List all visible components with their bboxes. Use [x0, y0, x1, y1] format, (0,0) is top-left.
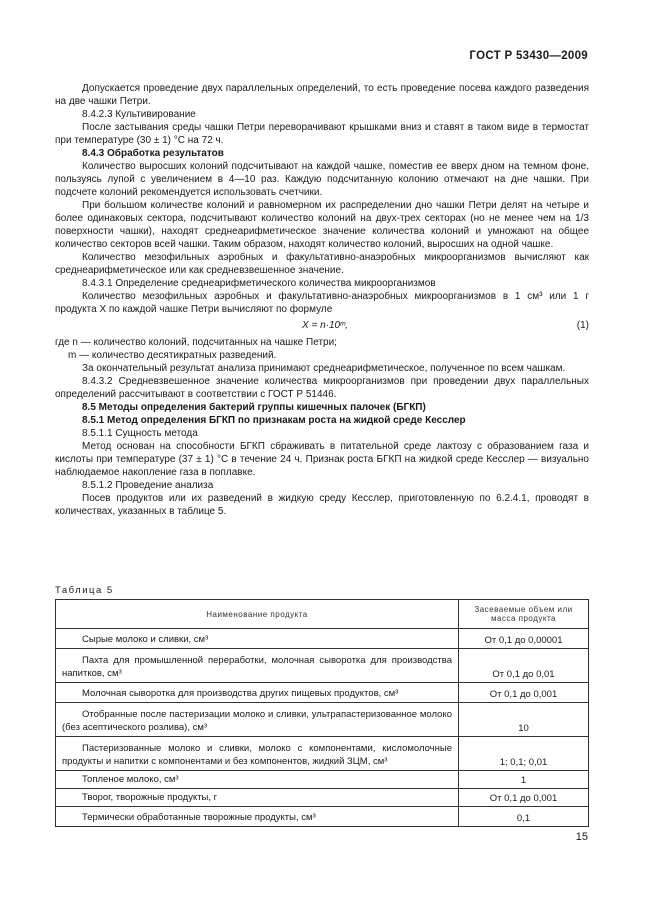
- product-name: Пастеризованные молоко и сливки, молоко с компонентами, кисломолочные продукты и напитки с компонентами и без компонентов, жидкий ЗЦМ, см³: [62, 743, 452, 767]
- table-row: [56, 807, 589, 827]
- column-header-product: Наименование продукта: [56, 600, 459, 629]
- section-heading: 8.5 Методы определения бактерий группы кишечных палочек (БГКП): [82, 402, 426, 413]
- table-caption: Таблица 5: [55, 585, 114, 596]
- formula-number: (1): [576, 320, 589, 331]
- page-number: 15: [575, 831, 588, 843]
- product-name: Творог, творожные продукты, г: [82, 792, 218, 803]
- paragraph: За окончательный результат анализа принимают среднеарифметическое, полученное по всем чашкам.: [82, 363, 566, 374]
- subsection-heading: 8.4.3.1 Определение среднеарифметического количества микроорганизмов: [82, 278, 436, 289]
- paragraph: Количество выросших колоний подсчитывают на каждой чашке, поместив ее вверх дном на темном фоне, пользуясь лупой с увеличением в 4—10 раз. Каждую подсчитанную колонию отмечают на дне чашки. При подсчете колоний рекомендуется использовать счетчики.: [55, 161, 589, 198]
- table-header-row: [56, 600, 589, 629]
- product-volume: От 0,1 до 0,00001: [459, 629, 589, 649]
- product-volume: 0,1: [459, 807, 589, 827]
- table-row: [56, 703, 589, 737]
- table-row: [56, 629, 589, 649]
- paragraph: Метод основан на способности БГКП сбраживать в питательной среде лактозу с образованием газа и кислоты при температуре (37 ± 1) °С в течение 24 ч. Признак роста БГКП на жидкой среде Кесслер — визуально наблюдаемое накопление газа в поплавке.: [55, 441, 589, 478]
- table-row: [56, 771, 589, 789]
- product-volume: От 0,1 до 0,001: [459, 683, 589, 703]
- subsection-heading: 8.5.1.2 Проведение анализа: [82, 480, 214, 491]
- subsection-heading: 8.5.1.1 Сущность метода: [82, 428, 198, 439]
- product-name-cell: [56, 789, 459, 807]
- product-name: Сырые молоко и сливки, см³: [82, 634, 209, 645]
- product-volume: 10: [459, 703, 589, 737]
- formula-line: [55, 316, 589, 336]
- product-volume: От 0,1 до 0,001: [459, 789, 589, 807]
- product-name: Отобранные после пастеризации молоко и сливки, ультрапастеризованное молоко (без асептического розлива), см³: [62, 709, 452, 733]
- product-volume: От 0,1 до 0,01: [459, 649, 589, 683]
- paragraph: После застывания среды чашки Петри переворачивают крышками вниз и ставят в таком виде в термостат при температуре (30 ± 1) °С на 72 ч.: [55, 122, 589, 146]
- document-header: ГОСТ Р 53430—2009: [469, 50, 588, 62]
- paragraph: Посев продуктов или их разведений в жидкую среду Кесслер, приготовленную по 6.2.4.1, проводят в количествах, указанных в таблице 5.: [55, 493, 589, 517]
- product-name: Пахта для промышленной переработки, молочная сыворотка для производства напитков, см³: [62, 655, 452, 679]
- paragraph: Допускается проведение двух параллельных определений, то есть проведение посева каждого разведения на две чашки Петри.: [55, 83, 589, 107]
- table-row: [56, 737, 589, 771]
- paragraph: Количество мезофильных аэробных и факультативно-анаэробных микроорганизмов вычисляют как среднеарифметическое или как средневзвешенное значение.: [55, 252, 589, 276]
- product-name: Топленое молоко, см³: [82, 774, 179, 785]
- product-name: Молочная сыворотка для производства других пищевых продуктов, см³: [82, 688, 399, 699]
- products-table: [55, 599, 589, 827]
- product-name-cell: [56, 629, 459, 649]
- table-body: [56, 629, 589, 827]
- product-name-cell: [56, 807, 459, 827]
- paragraph: При большом количестве колоний и равномерном их распределении дно чашки Петри делят на четыре и более одинаковых сектора, подсчитывают количество колоний на двух-трех секторах (но не менее чем на 1/3 поверхности чашки), находят среднеарифметическое значение количества колоний и умножают на общее количество секторов всей чашки. Таким образом, находят количество колоний, выросших на одной чашке.: [55, 200, 589, 250]
- section-heading: 8.5.1 Метод определения БГКП по признакам роста на жидкой среде Кесслер: [82, 415, 466, 426]
- product-name-cell: [56, 683, 459, 703]
- product-volume: 1: [459, 771, 589, 789]
- legend-line: m — количество десятикратных разведений.: [68, 350, 277, 361]
- document-body: [55, 82, 589, 518]
- paragraph: 8.4.3.2 Средневзвешенное значение количества микроорганизмов при проведении двух параллельных определений рассчитывают в соответствии с ГОСТ Р 51446.: [55, 376, 589, 400]
- product-volume: 1; 0,1; 0,01: [459, 737, 589, 771]
- column-header-volume: Засеваемые объем или масса продукта: [459, 600, 589, 629]
- table-row: [56, 683, 589, 703]
- product-name-cell: [56, 771, 459, 789]
- section-heading: 8.4.3 Обработка результатов: [82, 148, 224, 159]
- product-name-cell: [56, 737, 459, 771]
- paragraph: Количество мезофильных аэробных и факультативно-анаэробных микроорганизмов в 1 см³ или 1 г продукта X по каждой чашке Петри вычисляют по формуле: [55, 291, 589, 315]
- legend-line: где n — количество колоний, подсчитанных на чашке Петри;: [55, 337, 337, 348]
- product-name-cell: [56, 703, 459, 737]
- product-name: Термически обработанные творожные продукты, см³: [82, 812, 316, 823]
- table-row: [56, 649, 589, 683]
- subsection-heading: 8.4.2.3 Культивирование: [82, 109, 196, 120]
- formula: X = n·10ᵐ,: [302, 320, 348, 331]
- product-name-cell: [56, 649, 459, 683]
- table-row: [56, 789, 589, 807]
